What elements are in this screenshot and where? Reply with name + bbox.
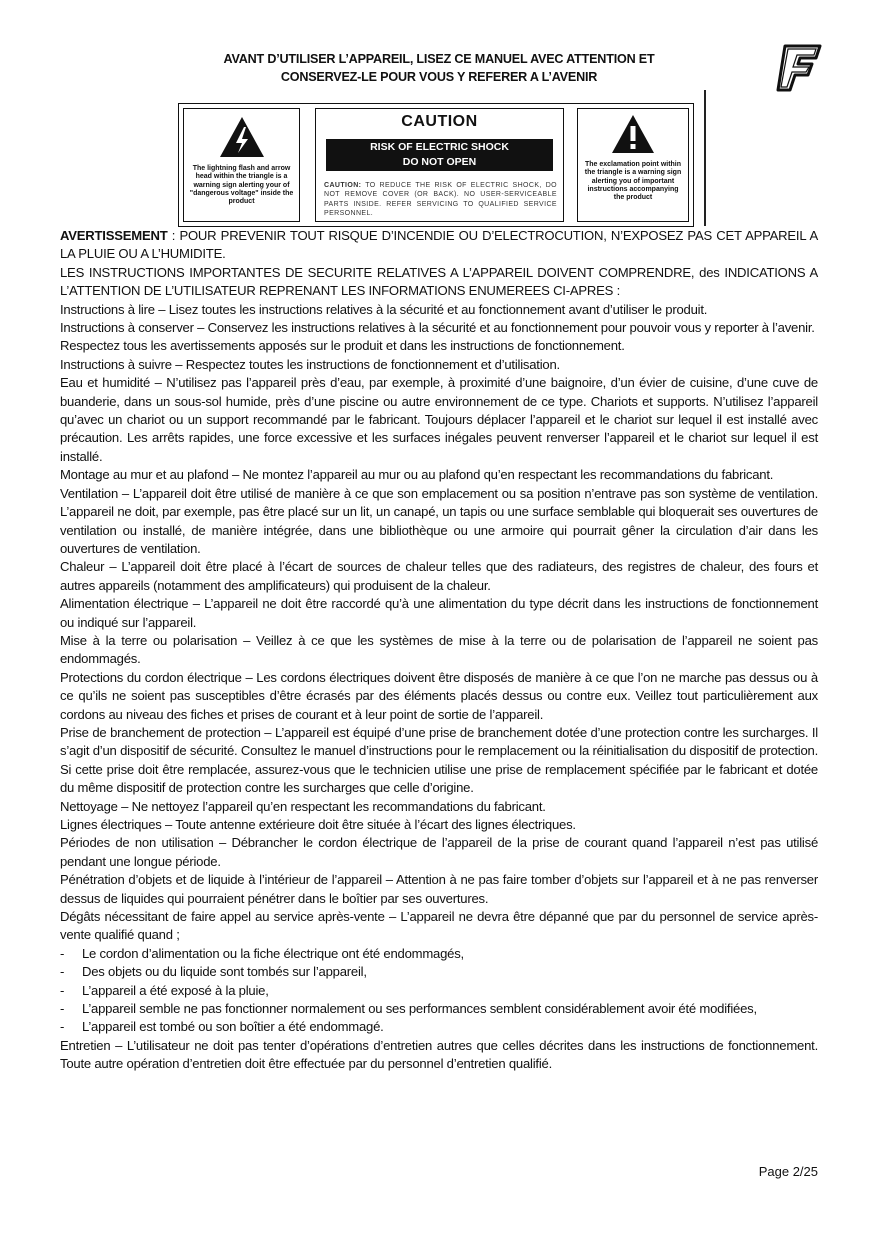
paragraph-water: Eau et humidité – N’utilisez pas l’appareil près d’eau, par exemple, à proximité d’une baignoire, d’un évier de cuisine, d’une cuve de buanderie, dans un sous-sol humide, près d’une piscine ou autre environnement de ce type. Chariots et supports. N’utilisez l’appareil qu’avec un chariot ou un support recommandé par le fabricant. Toujours déplacer l’appareil et le chariot sur lequel il est installé avec précaution. Les arrêts rapides, une force excessive et les surfaces inégales peuvent renverser l’appareil et le chariot sur lequel il est installé.: [60, 375, 818, 464]
paragraph-nonuse: Périodes de non utilisation – Débrancher le cordon électrique de l’appareil de la prise de courant quand l’appareil n’est pas utilisé pendant une longue période.: [60, 835, 818, 869]
bullet-text: L’appareil semble ne pas fonctionner normalement ou ses performances semblent considérablement avoir été modifiées,: [82, 1001, 757, 1017]
risk-box: [326, 139, 553, 171]
exclamation-warning-icon: [610, 113, 656, 155]
paragraph-follow: Instructions à suivre – Respectez toutes les instructions de fonctionnement et d’utilisation.: [60, 356, 560, 372]
list-item: [60, 945, 818, 963]
paragraph-power: Alimentation électrique – L’appareil ne doit être raccordé qu’à une alimentation du type décrit dans les instructions de fonctionnement ou indiqué sur l’appareil.: [60, 596, 818, 630]
warning-paragraph: [60, 227, 818, 264]
list-item: [60, 982, 818, 1000]
lightning-caption: The lightning flash and arrow head within the triangle is a warning sign alerting your of "dangerous voltage" inside the product: [189, 165, 294, 206]
paragraph-service: Dégâts nécessitant de faire appel au service après-vente – L’appareil ne devra être dépanné que par du personnel de service après-vente qualifié quand ;: [60, 909, 818, 943]
margin-rule: [704, 90, 706, 226]
paragraph-read: Instructions à lire – Lisez toutes les instructions relatives à la sécurité et au fonctionnement avant d’utiliser le produit.: [60, 301, 708, 317]
paragraph-ventilation: Ventilation – L’appareil doit être utilisé de manière à ce que son emplacement ou sa position n’entrave pas son système de ventilation. L’appareil ne doit, par exemple, pas être placé sur un lit, un canapé, un tapis ou une surface semblable qui bloquerait ses ouvertures de ventilation ou installé, de manière intégrée, dans une bibliothèque ou une armoire qui pourrait gêner la circulation d’air dans les ouvertures de ventilation.: [60, 485, 818, 556]
risk-line-1: RISK OF ELECTRIC SHOCK: [370, 141, 509, 153]
paragraph-heed: Respectez tous les avertissements apposés sur le produit et dans les instructions de fonctionnement.: [60, 338, 625, 354]
bullet-dash: -: [60, 964, 65, 980]
paragraph-grounding: Mise à la terre ou polarisation – Veillez à ce que les systèmes de mise à la terre ou de polarisation de l’appareil ne soient pas endommagés.: [60, 632, 818, 667]
bullet-text: L’appareil a été exposé à la pluie,: [82, 982, 269, 998]
paragraph-keep: Instructions à conserver – Conservez les instructions relatives à la sécurité et au fonctionnement pour pouvoir vous y reporter à l’avenir.: [60, 320, 815, 336]
language-badge-icon: [776, 40, 822, 94]
caution-title: CAUTION: [401, 113, 478, 130]
caution-body: [324, 181, 557, 219]
lightning-warning-icon: [218, 115, 266, 159]
list-item: [60, 963, 818, 981]
bullet-dash: -: [60, 982, 65, 998]
safety-instructions: [60, 227, 818, 1074]
risk-line-2: DO NOT OPEN: [402, 156, 477, 168]
paragraph-maintenance: Entretien – L’utilisateur ne doit pas tenter d’opérations d’entretien autres que celles décrites dans les instructions de fonctionnement. Toute autre opération d’entretien doit être effectuée par du personnel d’entretien qualifié.: [60, 1037, 818, 1072]
bullet-text: Des objets ou du liquide sont tombés sur l’appareil,: [82, 964, 367, 980]
paragraph-objects: Pénétration d’objets et de liquide à l’intérieur de l’appareil – Attention à ne pas faire tomber d’objets sur l’appareil et à ne pas renverser dessus de liquides qui pourraient pénétrer dans le boîtier par ses ouvertures.: [60, 872, 818, 906]
caution-label: [178, 103, 694, 227]
warning-label: AVERTISSEMENT: [60, 228, 168, 243]
caution-center-panel: [315, 108, 564, 222]
caution-text-label: CAUTION:: [324, 182, 362, 189]
exclamation-panel: [577, 108, 689, 222]
page-header: [150, 50, 728, 86]
bullet-dash: -: [60, 945, 65, 961]
paragraph-mounting: Montage au mur et au plafond – Ne montez l’appareil au mur ou au plafond qu’en respectant les recommandations du fabricant.: [60, 467, 774, 483]
bullet-text: L’appareil est tombé ou son boîtier a été endommagé.: [82, 1019, 384, 1035]
bullet-text: Le cordon d’alimentation ou la fiche électrique ont été endommagés,: [82, 945, 464, 961]
list-item: [60, 1000, 818, 1018]
bullet-dash: -: [60, 1019, 65, 1035]
header-line-1: AVANT D’UTILISER L’APPAREIL, LISEZ CE MANUEL AVEC ATTENTION ET: [223, 52, 655, 66]
language-letter: F: [776, 40, 777, 41]
paragraph-intro: LES INSTRUCTIONS IMPORTANTES DE SECURITE RELATIVES A L’APPAREIL DOIVENT COMPRENDRE, des INDICATIONS A L’ATTENTION DE L’UTILISATEUR REPRENANT LES INFORMATIONS ENUMEREES CI-APRES :: [60, 264, 818, 299]
caution-text: TO REDUCE THE RISK OF ELECTRIC SHOCK, DO NOT REMOVE COVER (OR BACK). NO USER-SERVICEABLE PARTS INSIDE. REFER SERVICING TO QUALIFIED SERVICE PERSONNEL.: [324, 182, 557, 218]
paragraph-lines: Lignes électriques – Toute antenne extérieure doit être située à l’écart des lignes électriques.: [60, 817, 576, 832]
bullet-dash: -: [60, 1001, 65, 1017]
paragraph-heat: Chaleur – L’appareil doit être placé à l’écart de sources de chaleur telles que des radiateurs, des registres de chaleur, des fours et autres appareils (notamment des amplificateurs) qui produisent de la chaleur.: [60, 559, 818, 593]
header-line-2: CONSERVEZ-LE POUR VOUS Y REFERER A L’AVENIR: [280, 70, 598, 84]
warning-text: : POUR PREVENIR TOUT RISQUE D’INCENDIE OU D’ELECTROCUTION, N’EXPOSEZ PAS CET APPAREIL A LA PLUIE OU A L’HUMIDITE.: [60, 228, 818, 262]
paragraph-cord: Protections du cordon électrique – Les cordons électriques doivent être disposés de manière à ce que l’on ne marche pas dessus ou à ce qu’ils ne soient pas susceptibles d’être écrasés par des éléments placés dessus ou contre eux. Veillez tout particulièrement aux cordons au niveau des fiches et prises de courant et à leur point de sortie de l’appareil.: [60, 669, 818, 722]
lightning-panel: [183, 108, 300, 222]
paragraph-cleaning: Nettoyage – Ne nettoyez l’appareil qu’en respectant les recommandations du fabricant.: [60, 798, 546, 814]
page-number: Page 2/25: [758, 1164, 818, 1179]
paragraph-plug: Prise de branchement de protection – L’appareil est équipé d’une prise de branchement dotée d’une protection contre les surcharges. Il s’agit d’un dispositif de sécurité. Consultez le manuel d’instructions pour le remplacement ou la réinitialisation du dispositif de protection. Si cette prise doit être remplacée, assurez-vous que le technicien utilise une prise de remplacement spécifiée par le fabricant et dotée du même dispositif de protection contre les surcharges que celle d’origine.: [60, 724, 818, 796]
exclamation-caption: The exclamation point within the triangle is a warning sign alerting you of important instructions accompanying the product: [584, 161, 682, 202]
list-item: [60, 1018, 818, 1036]
